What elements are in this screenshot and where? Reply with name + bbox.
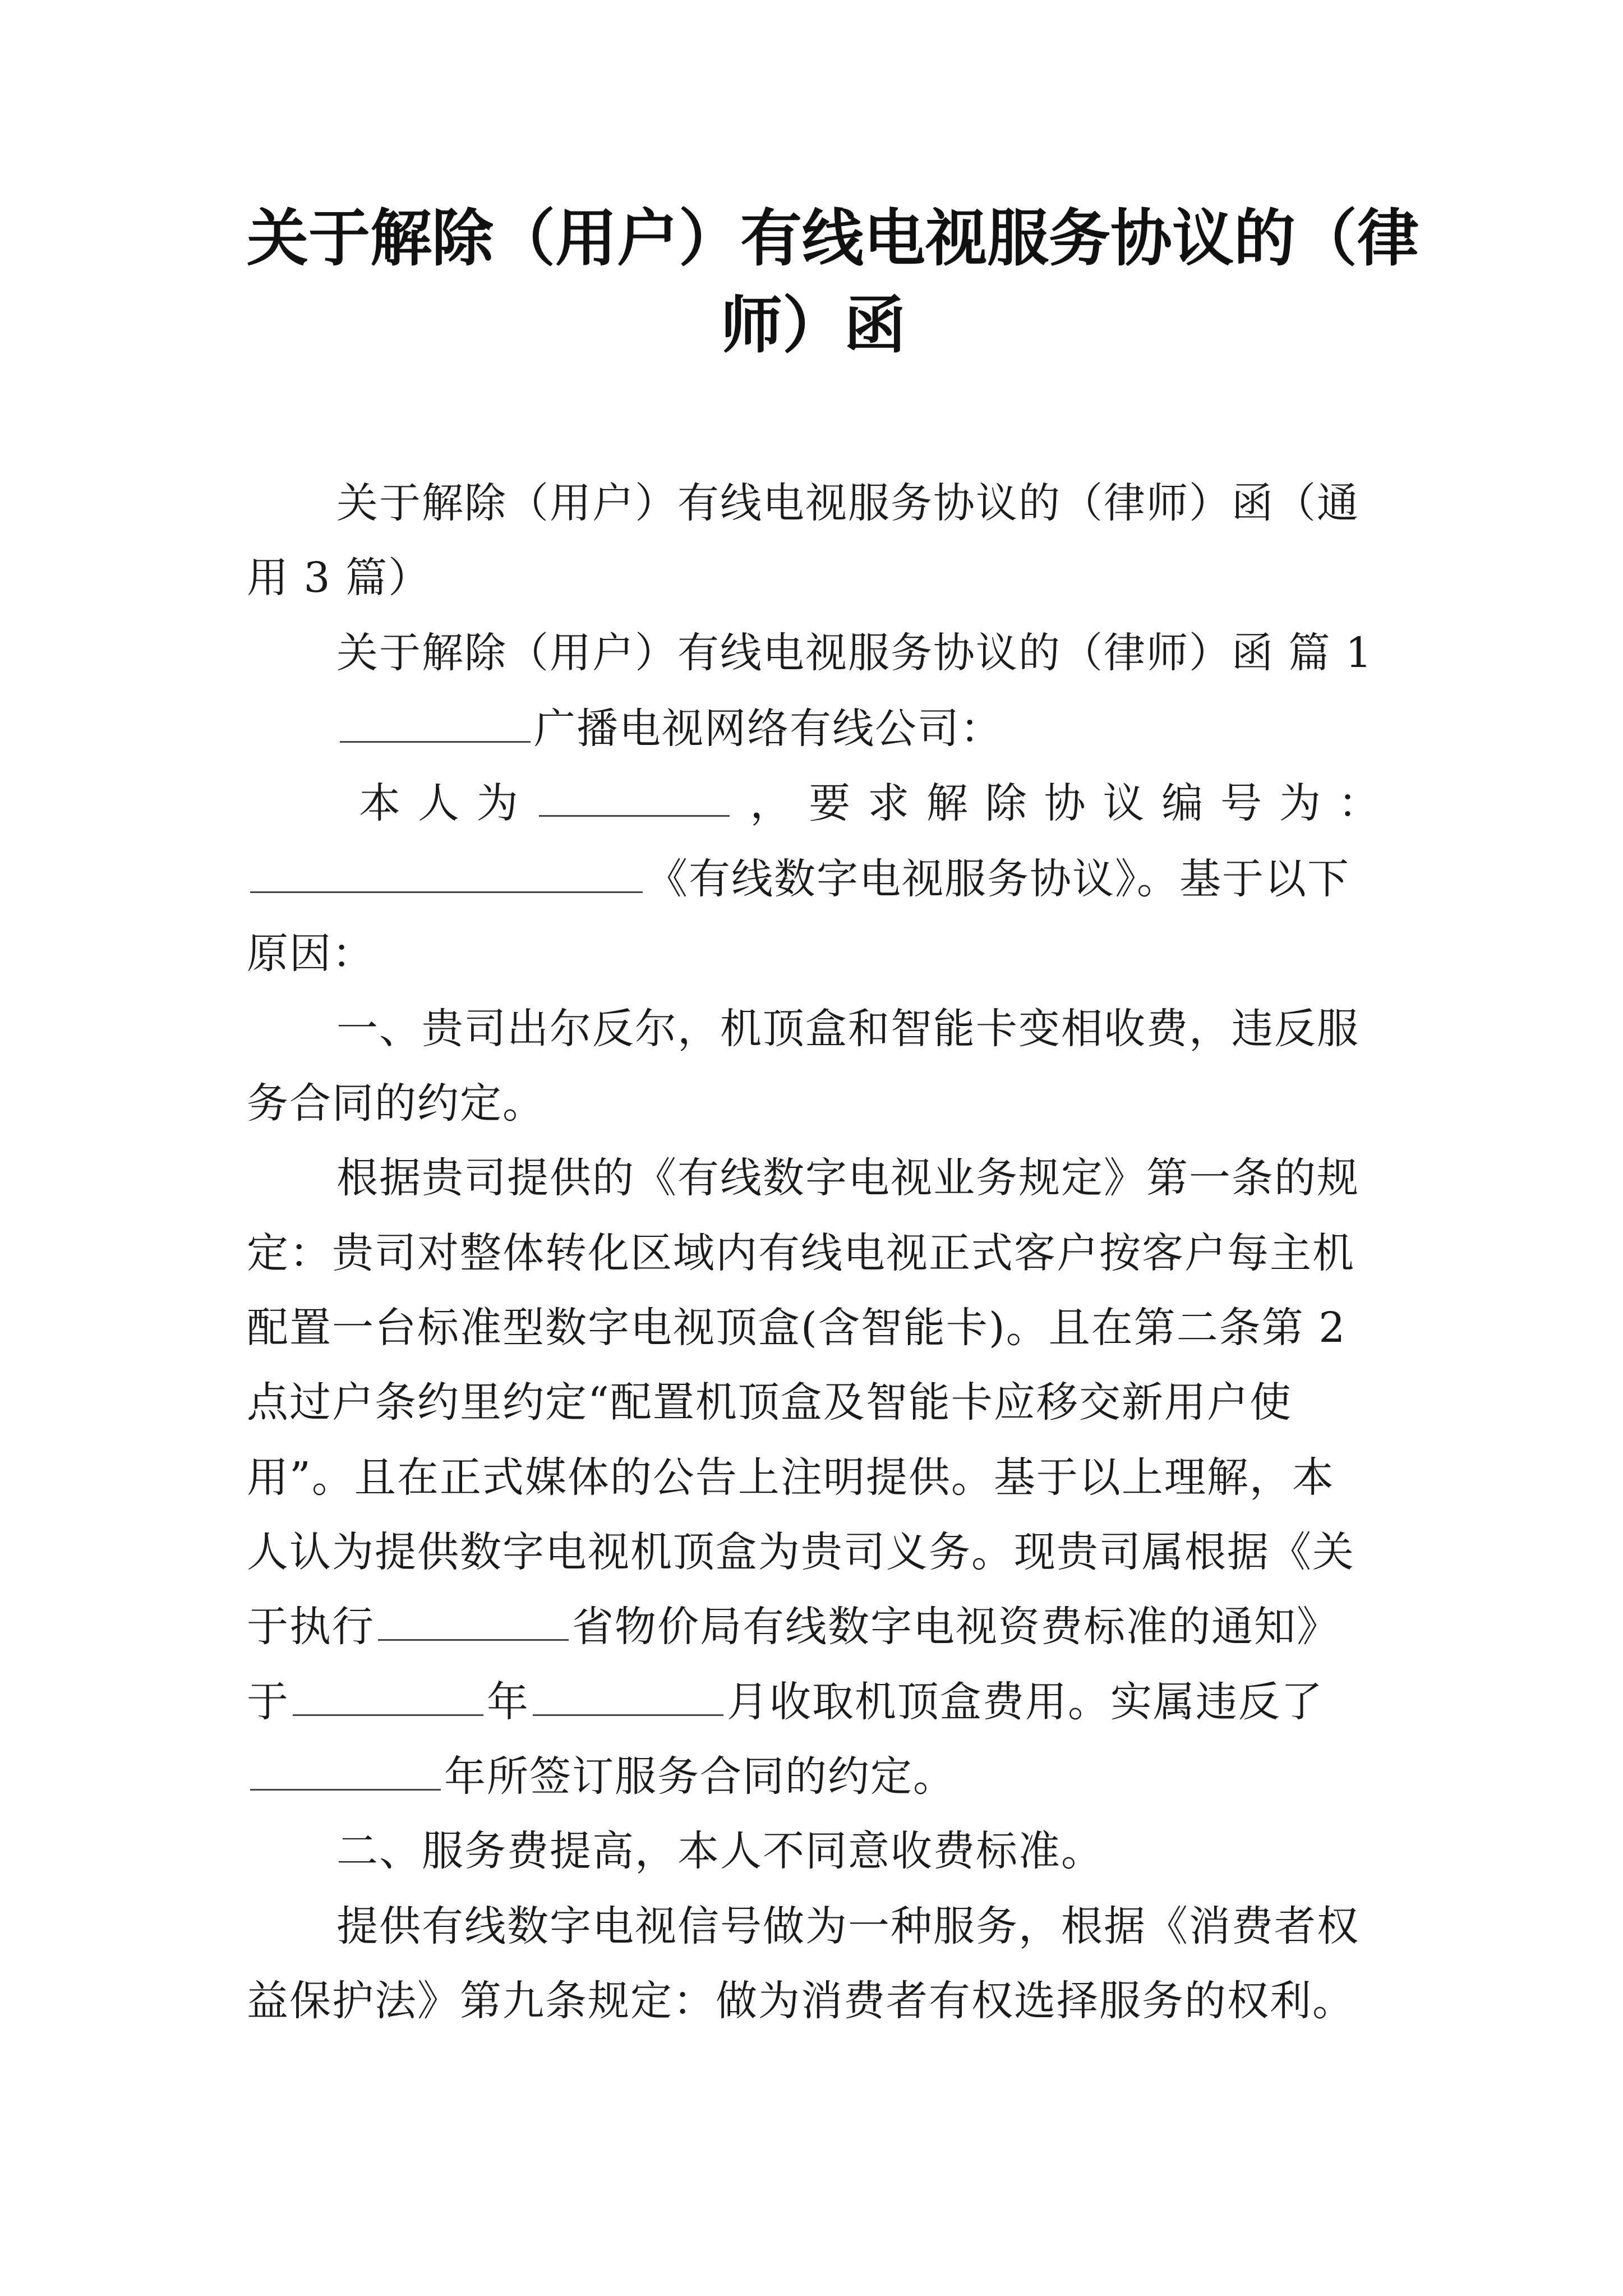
body-line: 点过户条约里约定“配置机顶盒及智能卡应移交新用户使: [247, 1378, 1292, 1427]
document-title-line-2: 师）函: [721, 289, 906, 361]
blank-field: [378, 1607, 569, 1641]
body-line: 年所签订服务合同的约定。: [247, 1756, 956, 1797]
document-title-line-1: 关于解除（用户）有线电视服务协议的（律: [247, 203, 1419, 274]
body-line: 于执行 省物价局有线数字电视资费标准的通知》: [247, 1603, 1339, 1651]
paragraph-intro-line-2: 用 3 篇）: [247, 554, 431, 602]
body-line: 配置一台标准型数字电视顶盒(含智能卡)。且在第二条第 2: [247, 1304, 1347, 1352]
body-line: 益保护法》第九条规定：做为消费者有权选择服务的权利。: [247, 1977, 1355, 2025]
body-line: 用”。且在正式媒体的公告上注明提供。基于以上理解，本: [247, 1453, 1335, 1502]
body-line: 根据贵司提供的《有线数字电视业务规定》第一条的规: [336, 1154, 1359, 1202]
blank-field: [293, 1682, 483, 1716]
body-line: 人认为提供数字电视机顶盒为贵司义务。现贵司属根据《关: [247, 1528, 1355, 1576]
reason-label: 原因：: [247, 930, 375, 978]
request-line: 本 人 为 ， 要 求 解 除 协 议 编 号 为 ：: [359, 779, 1380, 827]
blank-field: [539, 783, 730, 817]
section-heading-1: 关于解除（用户）有线电视服务协议的（律师）函 篇 1: [336, 629, 1373, 677]
reason-2-heading: 二、服务费提高，本人不同意收费标准。: [336, 1827, 1104, 1875]
body-line: 定：贵司对整体转化区域内有线电视正式客户按客户每主机: [247, 1229, 1355, 1277]
body-line: 于 年 月收取机顶盒费用。实属违反了: [247, 1678, 1324, 1726]
body-line: 提供有线数字电视信号做为一种服务，根据《消费者权: [336, 1902, 1359, 1950]
paragraph-intro-line-1: 关于解除（用户）有线电视服务协议的（律师）函（通: [336, 479, 1359, 527]
blank-field: [250, 1756, 441, 1791]
blank-field: [533, 1682, 723, 1716]
reason-1-line-1: 一、贵司出尔反尔，机顶盒和智能卡变相收费，违反服: [336, 1005, 1359, 1053]
blank-field: [250, 859, 643, 893]
reason-1-line-2: 务合同的约定。: [247, 1079, 545, 1128]
addressee-line: 广播电视网络有线公司：: [336, 708, 1003, 749]
agreement-line: 《有线数字电视服务协议》。基于以下: [247, 858, 1350, 900]
blank-field: [340, 708, 531, 743]
